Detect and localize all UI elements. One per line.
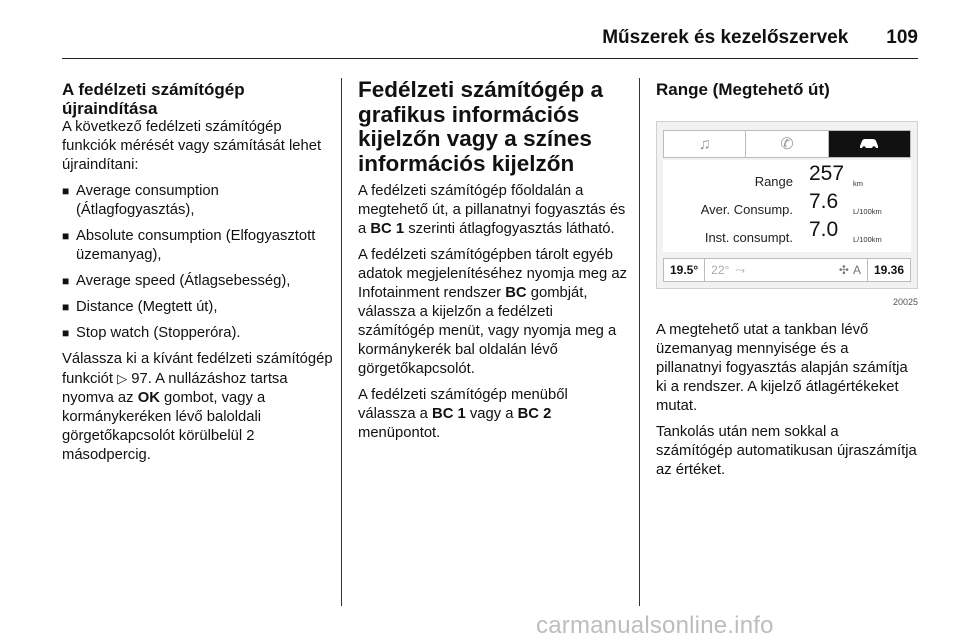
- fan-status: ✣ A: [833, 259, 867, 281]
- page-header: [62, 18, 918, 59]
- bullet-icon: ■: [62, 300, 70, 314]
- car-icon: [858, 138, 880, 150]
- section-heading: Range (Megtehető út): [656, 80, 830, 99]
- page-reference-link[interactable]: 97: [131, 371, 148, 387]
- paragraph: A fedélzeti számítógép főoldalán a megtehető út, a pillanatnyi fogyasztás és a BC 1 szerinti átlagfogyasztás látható.: [358, 183, 626, 237]
- intro-text: A következő fedélzeti számítógép funkciók mérését vagy számítását lehet újraindítani:: [62, 119, 322, 173]
- list-item: ■ Absolute consumption (Elfogyasztott üzemanyag),: [62, 228, 316, 263]
- column-range: [656, 80, 918, 487]
- airflow-icon: ⤳: [735, 262, 745, 277]
- display-tabs: [663, 130, 911, 158]
- climate-temperature: 22° ⤳: [705, 259, 833, 281]
- page-number: 109: [886, 27, 918, 48]
- reset-list: [62, 182, 334, 343]
- fan-icon: ✣: [838, 262, 849, 277]
- list-item: ■ Distance (Megtett út),: [62, 299, 218, 315]
- list-item: ■ Average speed (Átlagsebesség),: [62, 273, 291, 289]
- clock: 19.36: [867, 259, 910, 281]
- page-reference-arrow-icon: ▷: [117, 371, 128, 386]
- bullet-icon: ■: [62, 184, 70, 198]
- trip-values: [663, 160, 911, 252]
- range-row: Range 257 km: [754, 162, 863, 189]
- paragraph: A fedélzeti számítógép menüből válassza a BC 1 vagy a BC 2 menüpontot.: [358, 387, 568, 441]
- info-display-screen: [656, 121, 918, 289]
- status-bar: [663, 258, 911, 282]
- watermark: carmanualsonline.info: [536, 612, 774, 639]
- paragraph: Tankolás után nem sokkal a számítógép automatikusan újraszámítja az értéket.: [656, 424, 917, 478]
- instant-consumption-row: Inst. consumpt. 7.0 L/100km: [704, 218, 882, 245]
- column-divider: [639, 78, 640, 606]
- page-title: Műszerek és kezelőszervek: [602, 27, 849, 48]
- bullet-icon: ■: [62, 274, 70, 288]
- paragraph: A fedélzeti számítógépben tárolt egyéb adatok megjelenítéséhez nyomja meg az Infotainment rendszer BC gombját, válassza a kijelzőn a fedélzeti számítógép menüt, vagy nyomja meg a kormánykerék bal oldalán lévő görgetőkapcsolót.: [358, 247, 627, 377]
- music-note-icon: ♫: [664, 131, 746, 157]
- list-item: ■ Average consumption (Átlagfogyasztás),: [62, 183, 219, 218]
- column-reset: [62, 80, 334, 472]
- car-icon: [829, 131, 910, 157]
- bullet-icon: ■: [62, 326, 70, 340]
- section-heading: A fedélzeti számítógép újraindítása: [62, 80, 245, 118]
- list-item: ■ Stop watch (Stopperóra).: [62, 325, 241, 341]
- phone-icon: ✆: [746, 131, 828, 157]
- column-graphic-display: [358, 78, 628, 450]
- column-divider: [341, 78, 342, 606]
- figure-code: 20025: [892, 297, 918, 307]
- bullet-icon: ■: [62, 229, 70, 243]
- section-heading: Fedélzeti számítógép a grafikus információs kijelzőn vagy a színes információs kijelzőn: [358, 77, 604, 176]
- average-consumption-row: Aver. Consump. 7.6 L/100km: [700, 190, 882, 217]
- paragraph: A megtehető utat a tankban lévő üzemanyag mennyisége és a pillanatnyi fogyasztás alapján számítja ki a rendszer. A kijelző átlagértékeket mutat.: [656, 322, 908, 414]
- outside-temperature: 19.5°: [664, 259, 705, 281]
- display-figure: [656, 111, 918, 307]
- outro-text: Válassza ki a kívánt fedélzeti számítógép funkciót ▷ 97. A nullázáshoz tartsa nyomva az OK gombot, vagy a kormánykeréken lévő baloldali görgetőkapcsolót körülbelül 2 másodpercig.: [62, 351, 333, 463]
